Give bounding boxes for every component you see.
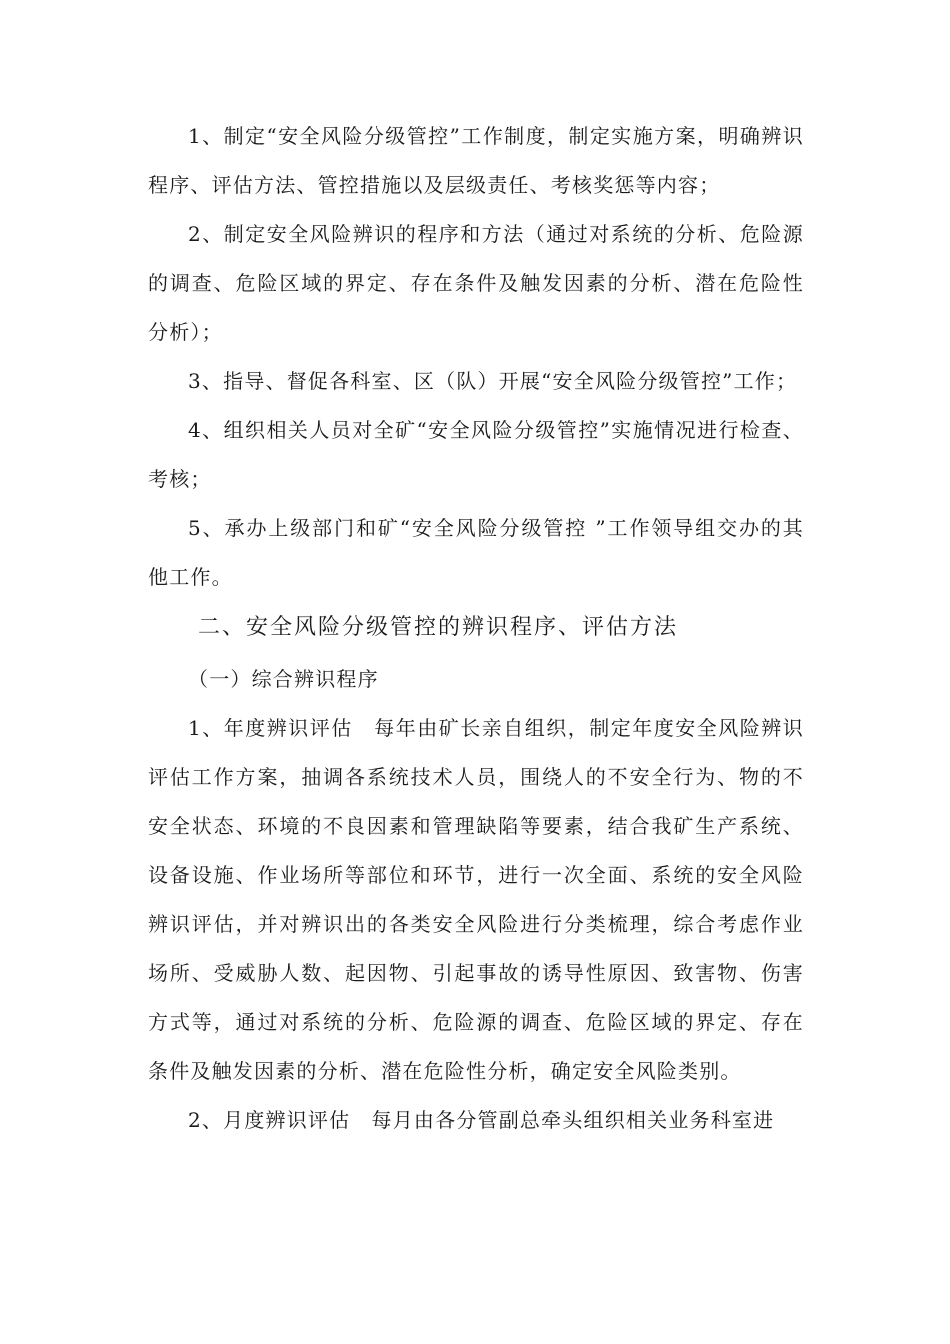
subsection-heading: （一）综合辨识程序: [188, 667, 379, 691]
duty-item-4: 4、组织相关人员对全矿“安全风险分级管控”实施情况进行检查、考核；: [148, 418, 804, 491]
document-body: [148, 112, 804, 1145]
annual-assessment-paragraph: 1、年度辨识评估 每年由矿长亲自组织，制定年度安全风险辨识评估工作方案，抽调各系统技术人员，围绕人的不安全行为、物的不安全状态、环境的不良因素和管理缺陷等要素，结合我矿生产系统、设备设施、作业场所等部位和环节，进行一次全面、系统的安全风险辨识评估，并对辨识出的各类安全风险进行分类梳理，综合考虑作业场所、受威胁人数、起因物、引起事故的诱导性原因、致害物、伤害方式等，通过对系统的分析、危险源的调查、危险区域的界定、存在条件及触发因素的分析、潜在危险性分析，确定安全风险类别。: [148, 716, 804, 1083]
duty-item-1: 1、制定“安全风险分级管控”工作制度，制定实施方案，明确辨识程序、评估方法、管控措施以及层级责任、考核奖惩等内容；: [148, 124, 804, 197]
duty-item-2: 2、制定安全风险辨识的程序和方法（通过对系统的分析、危险源的调查、危险区域的界定、存在条件及触发因素的分析、潜在危险性分析）；: [148, 222, 804, 344]
section-heading: 二、安全风险分级管控的辨识程序、评估方法: [198, 615, 679, 640]
duty-item-5: 5、承办上级部门和矿“安全风险分级管控 ”工作领导组交办的其他工作。: [148, 516, 804, 589]
duty-item-3: 3、指导、督促各科室、区（队）开展“安全风险分级管控”工作；: [188, 369, 798, 393]
monthly-assessment-paragraph: 2、月度辨识评估 每月由各分管副总牵头组织相关业务科室进: [188, 1108, 775, 1132]
